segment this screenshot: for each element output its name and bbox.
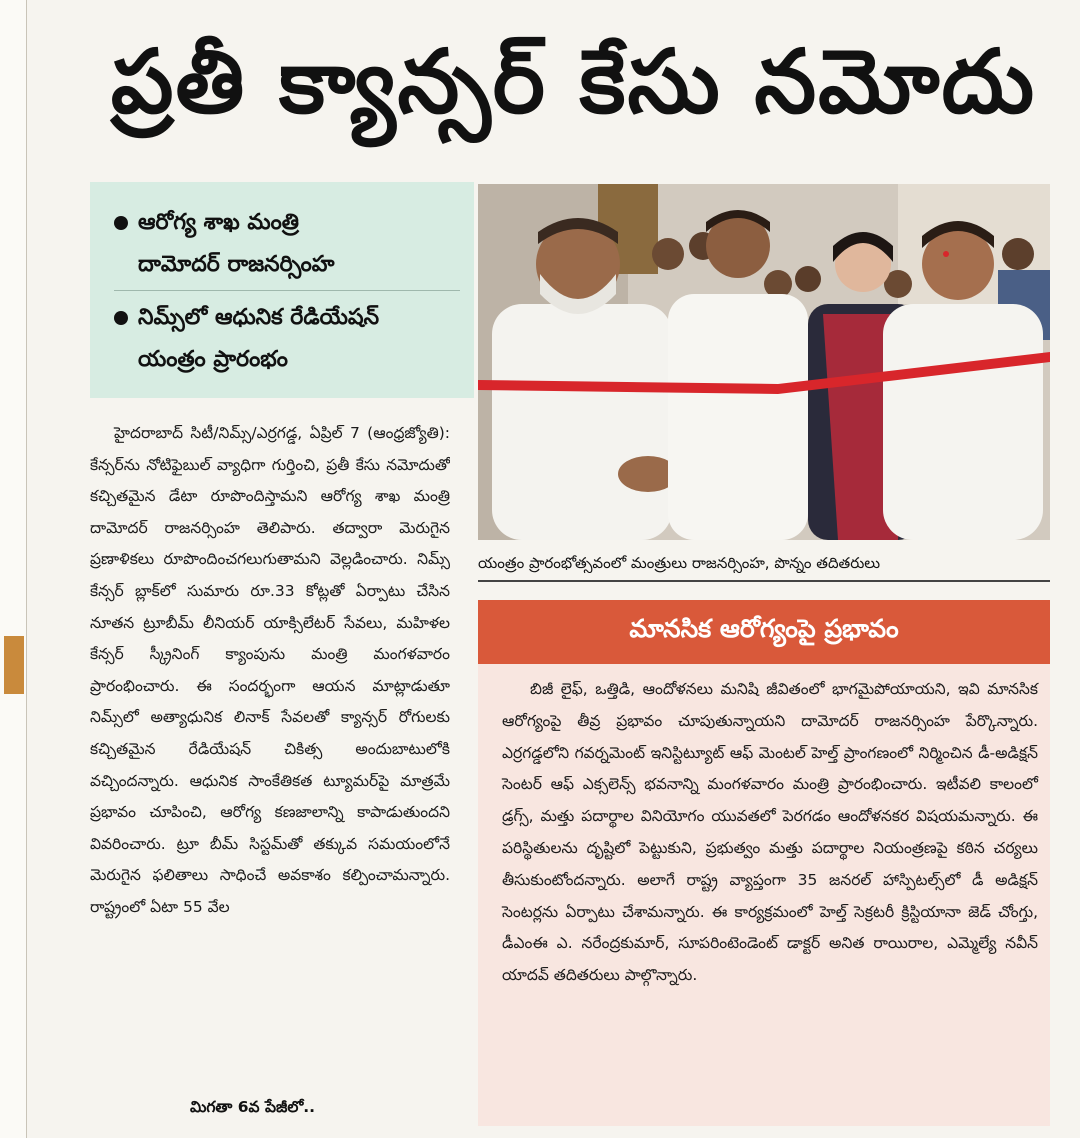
sidebox-title: మానసిక ఆరోగ్యంపై ప్రభావం	[478, 600, 1050, 664]
ribbon-cutting-photo	[478, 184, 1050, 540]
highlight-line: ఆరోగ్య శాఖ మంత్రి	[138, 210, 299, 235]
news-photo	[478, 184, 1050, 540]
highlight-line: నిమ్స్‌లో ఆధునిక రేడియేషన్	[138, 305, 380, 330]
headline: ప్రతీ క్యాన్సర్ కేసు నమోదు	[110, 29, 1037, 133]
highlight-item	[114, 297, 460, 381]
sidebox-body: బిజీ లైఫ్, ఒత్తిడి, ఆందోళనలు మనిషి జీవితంలో భాగమైపోయాయని, ఇవి మానసిక ఆరోగ్యంపై తీవ్ర ప్రభావం చూపుతున్నాయని దామోదర్ రాజనర్సింహ పేర్కొన్నారు. ఎర్రగడ్డలోని గవర్నమెంట్ ఇనిస్టిట్యూట్ ఆఫ్ మెంటల్ హెల్త్ ప్రాంగణంలో నిర్మించిన డీ-అడిక్షన్ సెంటర్ ఆఫ్ ఎక్సలెన్స్ భవనాన్ని మంగళవారం మంత్రి ప్రారంభించారు. ఇటీవలి కాలంలో డ్రగ్స్, మత్తు పదార్థాల వినియోగం యువతలో పెరగడం ఆందోళనకర విషయమన్నారు. ఈ పరిస్థితులను దృష్టిలో పెట్టుకుని, ప్రభుత్వం మత్తు పదార్థాల నియంత్రణపై కఠిన చర్యలు తీసుకుంటోందన్నారు. అలాగే రాష్ట్ర వ్యాప్తంగా 35 జనరల్ హాస్పిటల్స్‌లో డీ అడిక్షన్ సెంటర్లను ఏర్పాటు చేశామన్నారు. ఈ కార్యక్రమంలో హెల్త్ సెక్రటరీ క్రిస్టియానా జెడ్ చోంగ్తు, డీఎంఈ ఎ. నరేంద్రకుమార్, సూపరింటెండెంట్ డాక్టర్ అనిత రాయిరాల, ఎమ్మెల్యే నవీన్ యాదవ్ తదితరులు పాల్గొన్నారు.	[478, 664, 1050, 1126]
highlight-line: యంత్రం ప్రారంభం	[138, 347, 288, 372]
highlight-line: దామోదర్ రాజనర్సింహ	[138, 252, 335, 277]
highlight-divider	[114, 290, 460, 291]
highlights-box	[90, 182, 474, 398]
article-body: హైదరాబాద్ సిటీ/నిమ్స్/ఎర్రగడ్డ, ఏప్రిల్ 7 (ఆంధ్రజ్యోతి): కేన్సర్‌ను నోటిఫైబుల్ వ్యాధిగా గుర్తించి, ప్రతీ కేసు నమోదుతో కచ్చితమైన డేటా రూపొందిస్తామని ఆరోగ్య శాఖ మంత్రి దామోదర్ రాజనర్సింహ తెలిపారు. తద్వారా మెరుగైన ప్రణాళికలు రూపొందించగలుగుతామని వెల్లడించారు. నిమ్స్ కేన్సర్ బ్లాక్‌లో సుమారు రూ.33 కోట్లతో ఏర్పాటు చేసిన నూతన ట్రూబీమ్ లీనియర్ యాక్సిలేటర్ సేవలు, మహిళల కేన్సర్ స్క్రీనింగ్ క్యాంపును మంత్రి మంగళవారం ప్రారంభించారు. ఈ సందర్భంగా ఆయన మాట్లాడుతూ నిమ్స్‌లో అత్యాధునిక లినాక్ సేవలతో క్యాన్సర్ రోగులకు కచ్చితమైన రేడియేషన్ చికిత్స అందుబాటులోకి వచ్చిందన్నారు. ఆధునిక సాంకేతికత ట్యూమర్‌పై మాత్రమే ప్రభావం చూపించి, ఆరోగ్య కణజాలాన్ని కాపాడుతుందని వివరించారు. ట్రూ బీమ్ సిస్టమ్‌తో తక్కువ సమయంలోనే మెరుగైన ఫలితాలు సాధించే అవకాశం కల్పించామన్నారు. రాష్ట్రంలో ఏటా 55 వేల	[90, 424, 450, 916]
color-marker	[4, 636, 24, 694]
bullet-icon	[114, 311, 128, 325]
highlight-item	[114, 202, 460, 286]
photo-caption: యంత్రం ప్రారంభోత్సవంలో మంత్రులు రాజనర్సింహ, పొన్నం తదితరులు	[478, 546, 1050, 582]
continued-on-page: మిగతా 6వ పేజీలో..	[190, 1098, 316, 1116]
bullet-icon	[114, 216, 128, 230]
adjacent-column-edge	[0, 0, 27, 1138]
